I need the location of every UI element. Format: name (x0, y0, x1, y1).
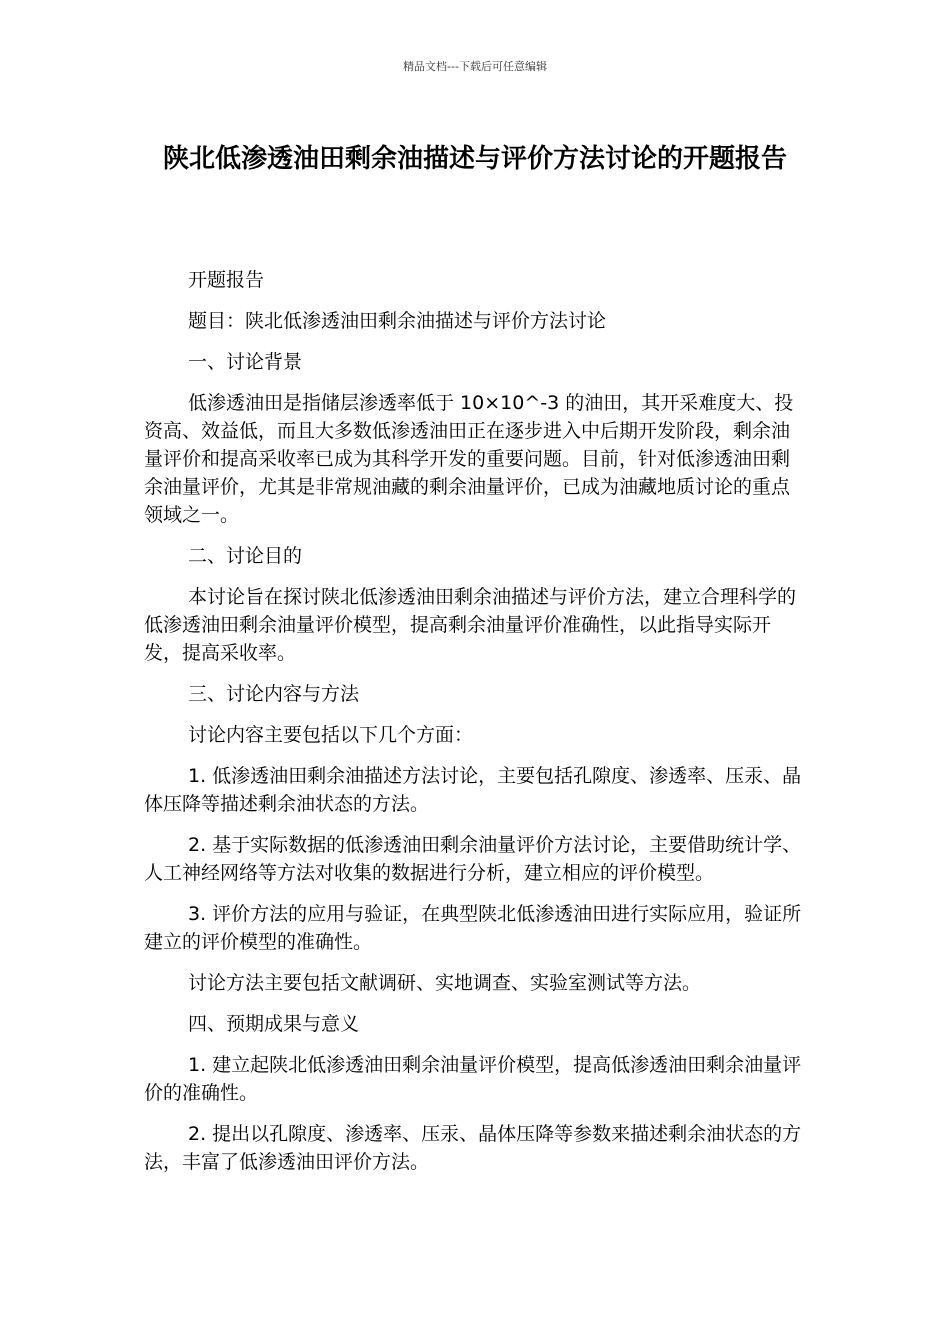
paragraph-methods: 讨论方法主要包括文献调研、实地调查、实验室测试等方法。 (188, 972, 702, 994)
list-item-content-3: 3. 评价方法的应用与验证，在典型陕北低渗透油田进行实际应用，验证所建立的评价模型的准确性。 (144, 903, 802, 953)
header-note: 精品文档---下载后可任意编辑 (403, 60, 547, 73)
paragraph-content-intro: 讨论内容主要包括以下几个方面： (188, 724, 474, 746)
paragraph-background: 低渗透油田是指储层渗透率低于 10×10^-3 的油田，其开采难度大、投资高、效益低，而且大多数低渗透油田正在逐步进入中后期开发阶段，剩余油量评价和提高采收率已成为其科学开发的重要问题。目前，针对低渗透油田剩余油量评价，尤其是非常规油藏的剩余油量评价，已成为油藏地质讨论的重点领域之一。 (144, 392, 794, 526)
list-item-outcome-2: 2. 提出以孔隙度、渗透率、压汞、晶体压降等参数来描述剩余油状态的方法，丰富了低渗透油田评价方法。 (144, 1123, 802, 1173)
section-heading-outcomes: 四、预期成果与意义 (188, 1013, 360, 1035)
section-heading-background: 一、讨论背景 (188, 351, 303, 373)
list-item-content-2: 2. 基于实际数据的低渗透油田剩余油量评价方法讨论，主要借助统计学、人工神经网络等方法对收集的数据进行分析，建立相应的评价模型。 (144, 834, 802, 884)
list-item-outcome-1: 1. 建立起陕北低渗透油田剩余油量评价模型，提高低渗透油田剩余油量评价的准确性。 (144, 1054, 802, 1104)
section-heading-content-methods: 三、讨论内容与方法 (188, 683, 360, 705)
paragraph-purpose: 本讨论旨在探讨陕北低渗透油田剩余油描述与评价方法，建立合理科学的低渗透油田剩余油量评价模型，提高剩余油量评价准确性，以此指导实际开发，提高采收率。 (144, 586, 797, 664)
section-heading-purpose: 二、讨论目的 (188, 545, 303, 567)
list-item-content-1: 1. 低渗透油田剩余油描述方法讨论，主要包括孔隙度、渗透率、压汞、晶体压降等描述剩余油状态的方法。 (144, 765, 802, 815)
paragraph-topic: 题目：陕北低渗透油田剩余油描述与评价方法讨论 (188, 310, 607, 332)
paragraph-report-label: 开题报告 (188, 269, 265, 291)
document-title: 陕北低渗透油田剩余油描述与评价方法讨论的开题报告 (162, 144, 787, 174)
document-body (144, 266, 808, 1189)
